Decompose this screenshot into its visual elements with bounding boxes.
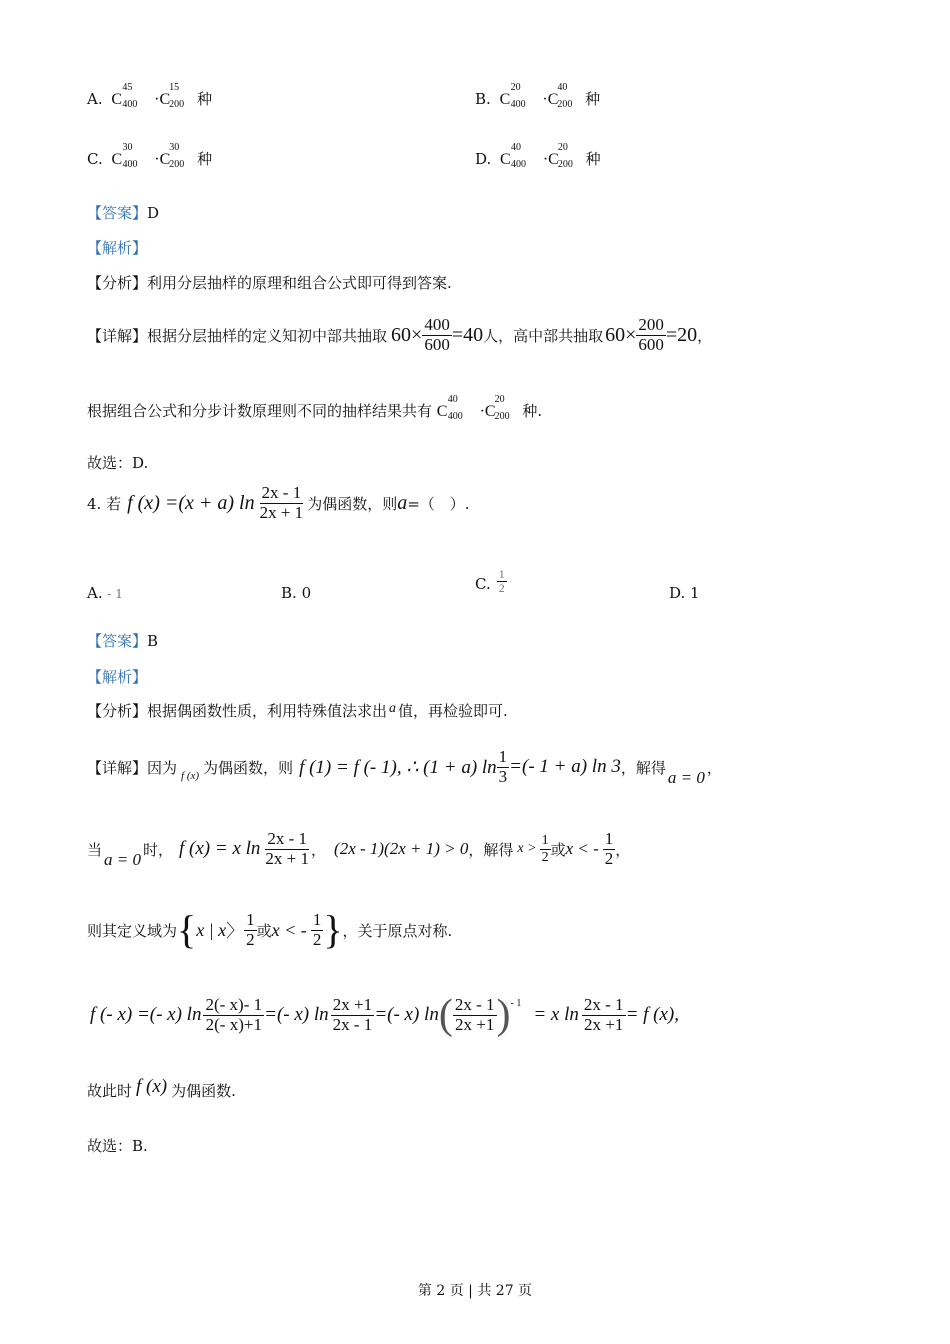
fraction: $\frac{200}{600}$: [638, 315, 664, 354]
fraction: $\frac{400}{600}$: [424, 315, 450, 354]
fraction: $\frac{1}{2}$: [604, 828, 614, 868]
detail-q4-line4: [90, 994, 679, 1036]
detail-text: 为偶函数，则: [203, 758, 294, 777]
detail-text: ，: [706, 758, 722, 777]
fraction: $\frac{2x - 1}{2x +1}$: [454, 994, 495, 1034]
q4-option-d: [669, 584, 700, 602]
equation: = f (x),: [625, 1004, 679, 1025]
option-label: B.: [281, 584, 297, 602]
paren-right: ): [496, 992, 511, 1038]
detail-tag: 【详解】: [87, 758, 148, 777]
math-number: 40: [463, 323, 484, 346]
detail-text: 或: [256, 921, 272, 940]
detail-text: ，: [697, 326, 713, 345]
question-number: 4. 若: [87, 494, 122, 513]
detail-q4-line5: [87, 1075, 236, 1101]
answer-line: [87, 202, 159, 223]
equation: =(- x) ln: [264, 1004, 329, 1025]
option-value: 1: [690, 584, 700, 602]
detail-text: 当: [87, 840, 103, 859]
angle-bracket: 〉: [226, 921, 245, 941]
detail-text: 人，高中部共抽取: [483, 326, 604, 345]
page-footer: 第 2 页 | 共 27 页: [417, 1283, 533, 1299]
q4-option-a: [87, 584, 123, 602]
option-a: [87, 82, 212, 110]
combination-term: C 30 400: [111, 142, 138, 170]
answer-value: D: [147, 204, 160, 222]
conclusion-q4: 故选：B.: [87, 1137, 148, 1155]
detail-text: 故此时: [87, 1082, 133, 1100]
variable-a: a: [389, 701, 397, 716]
multiply-sign: ×: [625, 323, 637, 346]
combo-line: [87, 394, 543, 422]
detail-text: ，: [311, 840, 327, 859]
detail-text: 为偶函数.: [171, 1082, 236, 1100]
detail-text: 时，: [143, 840, 174, 859]
set-brace-right: }: [323, 907, 343, 952]
q4-option-b: [281, 584, 311, 602]
fraction: $\frac{1}{2}$: [541, 833, 549, 865]
stem-text: 为偶函数，则: [307, 494, 398, 513]
detail-text: 种.: [522, 402, 543, 420]
equation: f (- x) =(- x) ln: [90, 1004, 202, 1025]
option-c: [87, 142, 213, 170]
fraction: $\frac{2x - 1}{2x + 1}$: [259, 483, 304, 522]
option-label: B.: [475, 90, 491, 108]
equation: f (1) = f (- 1), ∴ (1 + a) ln: [299, 756, 497, 778]
inequality: x < -: [271, 919, 307, 940]
option-label: D.: [669, 584, 686, 602]
option-label: C.: [87, 150, 103, 168]
option-label: A.: [87, 90, 103, 108]
detail-text: 或: [550, 840, 566, 859]
option-value: 0: [301, 584, 312, 602]
equation: a = 0: [104, 850, 141, 869]
math-number: 20: [677, 323, 698, 346]
analysis-text: 值，再检验即可.: [398, 702, 508, 720]
unit-text: 种: [585, 90, 601, 108]
equation: a = 0: [667, 768, 705, 787]
detail-text: 因为: [147, 758, 178, 777]
equation: f (x) = x ln: [179, 838, 261, 859]
fraction: $\frac{1}{2}$: [498, 567, 505, 596]
math-number: 60: [605, 323, 626, 346]
equation: =(- x) ln: [374, 1004, 439, 1025]
question-4-stem: [87, 484, 470, 522]
answer-tag: 【答案】: [87, 204, 148, 222]
math-number: 60: [391, 323, 412, 346]
detail-text: 根据组合公式和分步计数原理则不同的抽样结果共有: [87, 402, 433, 420]
detail-tag: 【详解】: [87, 326, 148, 345]
equals-sign: =: [451, 323, 464, 346]
function-expression: f (x): [181, 770, 200, 782]
answer-tag: 【答案】: [87, 632, 148, 650]
detail-text: ，关于原点对称.: [342, 921, 453, 940]
set-brace-left: {: [177, 907, 197, 952]
unit-text: 种: [196, 90, 212, 108]
option-value: - 1: [107, 587, 123, 601]
function-expression: f (x) =(x + a) ln: [127, 491, 255, 514]
detail-text: ，: [615, 840, 631, 859]
option-b: [475, 82, 601, 110]
unit-text: 种: [585, 150, 601, 168]
detail-text: 则其定义域为: [87, 921, 178, 940]
equals-sign: =: [665, 323, 678, 346]
set-builder: x | x: [196, 919, 227, 940]
combination-term: C 40 400: [436, 394, 463, 422]
fraction: $\frac{2x - 1}{2x + 1}$: [265, 828, 310, 868]
option-label: C.: [475, 575, 491, 594]
fraction: $\frac{1}{2}$: [312, 909, 322, 949]
inequality: x >: [517, 841, 537, 856]
fraction: $\frac{1}{2}$: [246, 909, 255, 949]
analysis-tag: 【解析】: [87, 239, 148, 257]
detail-line-1: [87, 316, 712, 354]
detail-q4-line1: [87, 746, 722, 788]
option-d: [475, 142, 601, 170]
fraction: $\frac{2x +1}{2x - 1}$: [332, 994, 373, 1034]
fraction: $\frac{2(- x)- 1}{2(- x)+1}$: [205, 994, 263, 1034]
combination-term: C 45 400: [111, 82, 138, 110]
combination-term: ·C 30 200: [154, 142, 185, 170]
inequality: x < -: [565, 839, 599, 858]
detail-text: 根据分层抽样的定义知初中部共抽取: [147, 326, 388, 345]
combination-term: ·C 20 200: [479, 394, 510, 422]
option-label: D.: [475, 150, 492, 168]
detail-q4-line2: [87, 828, 630, 870]
combination-term: C 20 400: [499, 82, 526, 110]
equation: = x ln: [533, 1004, 579, 1025]
paren-left: (: [438, 992, 453, 1038]
combination-term: C 40 400: [500, 142, 527, 170]
detail-text: ，解得: [620, 758, 666, 777]
function-expression: f (x): [136, 1075, 168, 1097]
q4-option-c: [475, 568, 507, 595]
analysis-text: 【分析】根据偶函数性质，利用特殊值法求出: [87, 702, 388, 720]
fraction: $\frac{2x - 1}{2x +1}$: [583, 994, 624, 1034]
conclusion-q3: 故选：D.: [87, 454, 149, 472]
analysis-text-q4: [87, 700, 508, 721]
detail-text: ，解得: [468, 840, 514, 859]
combination-term: ·C 40 200: [542, 82, 573, 110]
answer-value: B: [147, 632, 159, 650]
stem-text: =（ ）.: [407, 494, 470, 513]
option-label: A.: [87, 584, 103, 602]
answer-line-q4: [87, 630, 158, 651]
multiply-sign: ×: [411, 323, 423, 346]
inequality: (2x - 1)(2x + 1) > 0: [334, 839, 469, 858]
variable-a: a: [397, 491, 408, 514]
equation: =(- 1 + a) ln 3: [509, 756, 621, 777]
unit-text: 种: [197, 150, 213, 168]
analysis-text: 【分析】利用分层抽样的原理和组合公式即可得到答案.: [87, 274, 452, 292]
analysis-tag-q4: 【解析】: [87, 668, 148, 686]
detail-q4-line3: [87, 907, 453, 952]
exponent: - 1: [510, 998, 522, 1009]
fraction: $\frac{1}{3}$: [498, 746, 508, 786]
combination-term: ·C 15 200: [154, 82, 185, 110]
combination-term: ·C 20 200: [542, 142, 573, 170]
